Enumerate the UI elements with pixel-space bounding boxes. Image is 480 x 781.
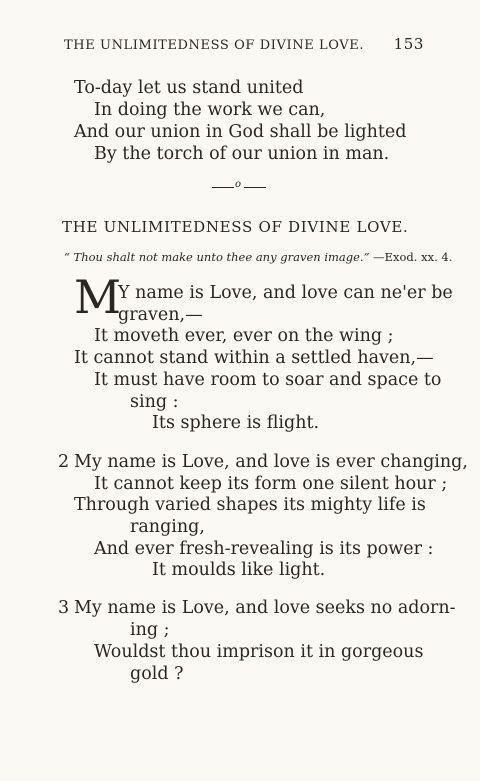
verse-line: Through varied shapes its mighty life is (74, 495, 426, 515)
verse-line: graven,— (118, 305, 203, 325)
verse-line: And ever fresh-revealing is its power : (94, 539, 434, 559)
divider-rule-left (212, 187, 234, 188)
running-head-title: THE UNLIMITEDNESS OF DIVINE LOVE. (64, 38, 365, 53)
verse-line: My name is Love, and love is ever changing, (74, 452, 468, 472)
section-divider (212, 181, 266, 195)
verse-line: To-day let us stand united (74, 78, 304, 98)
verse-line: It moveth ever, ever on the wing ; (94, 326, 394, 346)
epigraph (64, 250, 453, 264)
epigraph-quote: “ Thou shalt not make unto thee any graven image.” (64, 250, 370, 264)
verse-line: My name is Love, and love seeks no adorn- (74, 598, 456, 618)
poem-title: THE UNLIMITEDNESS OF DIVINE LOVE. (62, 218, 409, 236)
divider-mark: o (235, 179, 242, 190)
verse-line: And our union in God shall be lighted (74, 122, 407, 142)
verse-line: Its sphere is flight. (152, 413, 320, 433)
verse-line: ing ; (130, 620, 170, 640)
verse-line: It must have room to soar and space to (94, 370, 442, 390)
verse-line: Wouldst thou imprison it in gorgeous (94, 642, 424, 662)
page-number: 153 (393, 35, 424, 53)
divider-rule-right (244, 187, 266, 188)
verse-line: gold ? (130, 664, 184, 684)
verse-line: It cannot stand within a settled haven,— (74, 348, 434, 368)
verse-line: It moulds like light. (152, 560, 326, 580)
stanza-number: 3 (58, 598, 70, 618)
verse-line: ranging, (130, 517, 205, 537)
stanza-number: 2 (58, 452, 70, 472)
epigraph-source: —Exod. xx. 4. (373, 250, 453, 264)
verse-line: sing : (130, 392, 179, 412)
verse-line: By the torch of our union in man. (94, 144, 390, 164)
verse-line: In doing the work we can, (94, 100, 326, 120)
verse-line: Y name is Love, and love can ne'er be (118, 283, 453, 303)
drop-cap: M (74, 270, 122, 324)
verse-line: It cannot keep its form one silent hour ; (94, 474, 448, 494)
